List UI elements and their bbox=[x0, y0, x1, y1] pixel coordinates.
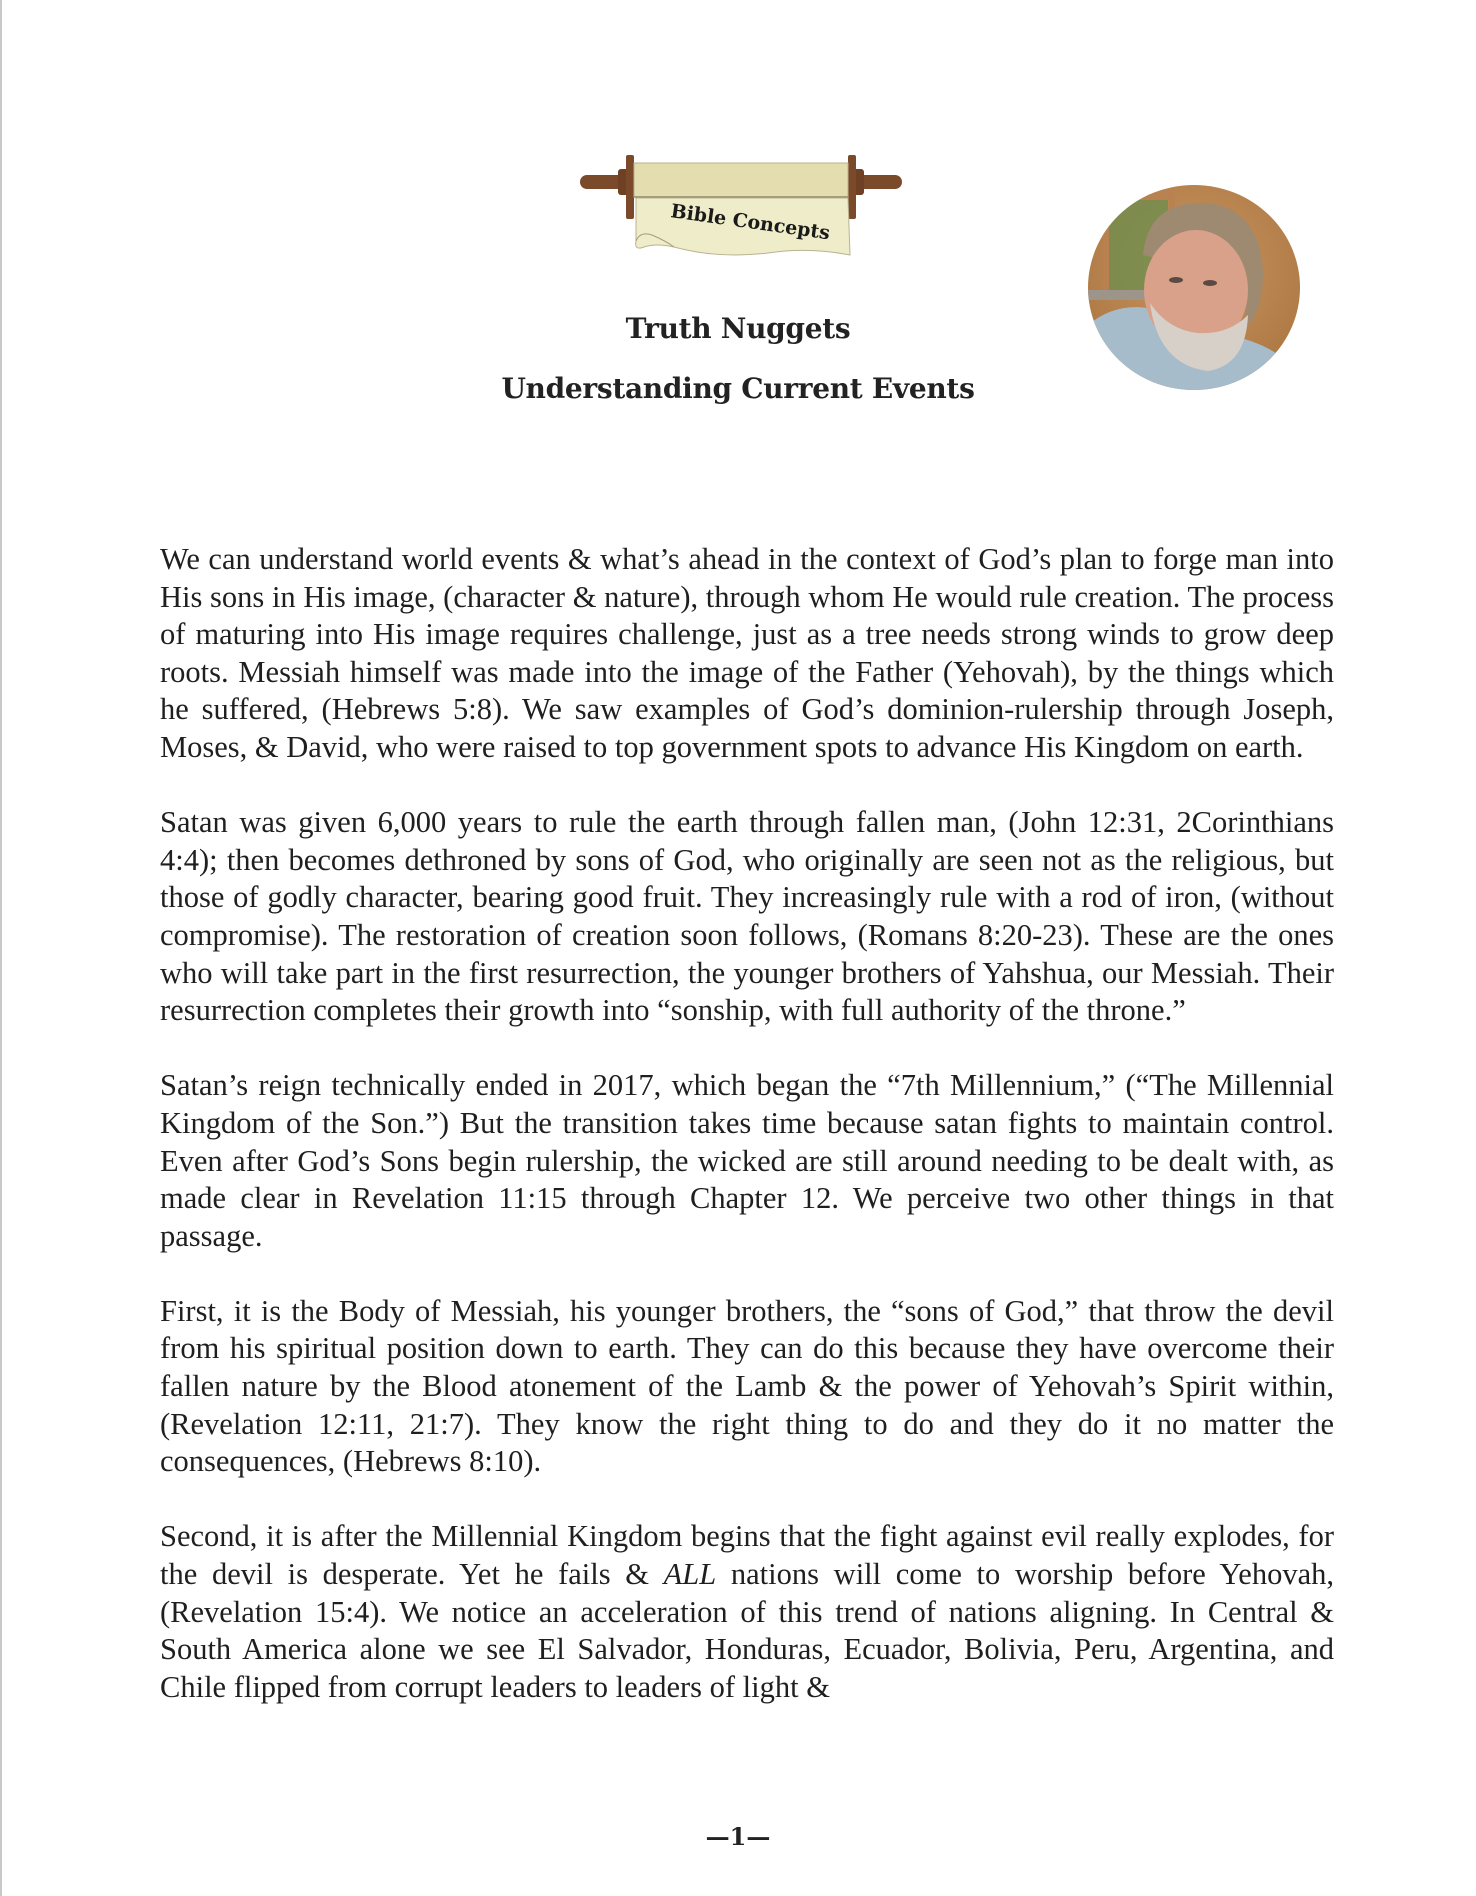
author-photo bbox=[1088, 185, 1300, 390]
text-span: Second, it is after the Millennial Kingdom begins that the fight against evil really explodes, for the devil is desperate. Yet he fails & bbox=[160, 1519, 1334, 1592]
text-span: nations will come to worship before Yehovah, (Revelation 15:4). We notice an acceleration of this trend of nations aligning. In Central & South America alone we see El Salvador, Honduras, Ecuador, Bolivia, Peru, Argentina, and Chile flipped from corrupt leaders to leaders of light & bbox=[160, 1557, 1334, 1704]
paragraph: Satan was given 6,000 years to rule the earth through fallen man, (John 12:31, 2Corinthians 4:4); then becomes dethroned by sons of God, who originally are seen not as the religious, but those of godly character, bearing good fruit. They increasingly rule with a rod of iron, (without compromise). The restoration of creation soon follows, (Romans 8:20-23). These are the ones who will take part in the first resurrection, the younger brothers of Yahshua, our Messiah. Their resurrection completes their growth into “sonship, with full authority of the throne.” bbox=[160, 805, 1334, 1028]
author-portrait-icon bbox=[1088, 185, 1300, 390]
paragraph: We can understand world events & what’s ahead in the context of God’s plan to forge man into His sons in His image, (character & nature), through whom He would rule creation. The process of maturing into His image requires challenge, just as a tree needs strong winds to grow deep roots. Messiah himself was made into the image of the Father (Yehovah), by the things which he suffered, (Hebrews 5:8). We saw examples of God’s dominion-rulership through Joseph, Moses, & David, who were raised to top government spots to advance His Kingdom on earth. bbox=[160, 542, 1334, 764]
paragraph-last bbox=[160, 1518, 1334, 1706]
page-number: —1— bbox=[705, 1822, 771, 1851]
logo-text: Bible Concepts bbox=[669, 200, 832, 245]
page-subtitle: Understanding Current Events bbox=[501, 372, 975, 405]
bible-concepts-logo bbox=[578, 155, 904, 259]
article-body bbox=[160, 541, 1334, 1706]
page-edge bbox=[0, 0, 2, 1896]
page-title: Truth Nuggets bbox=[625, 312, 851, 345]
paragraph: Satan’s reign technically ended in 2017, which began the “7th Millennium,” (“The Millennial Kingdom of the Son.”) But the transition takes time because satan fights to maintain control. Even after God’s Sons begin rulership, the wicked are still around needing to be dealt with, as made clear in Revelation 11:15 through Chapter 12. We perceive two other things in that passage. bbox=[160, 1068, 1334, 1253]
emphasized-text: ALL bbox=[663, 1557, 717, 1592]
scroll-icon bbox=[578, 155, 904, 259]
paragraph: First, it is the Body of Messiah, his younger brothers, the “sons of God,” that throw the devil from his spiritual position down to earth. They can do this because they have overcome their fallen nature by the Blood atonement of the Lamb & the power of Yehovah’s Spirit within, (Revelation 12:11, 21:7). They know the right thing to do and they do it no matter the consequences, (Hebrews 8:10). bbox=[160, 1293, 1334, 1479]
